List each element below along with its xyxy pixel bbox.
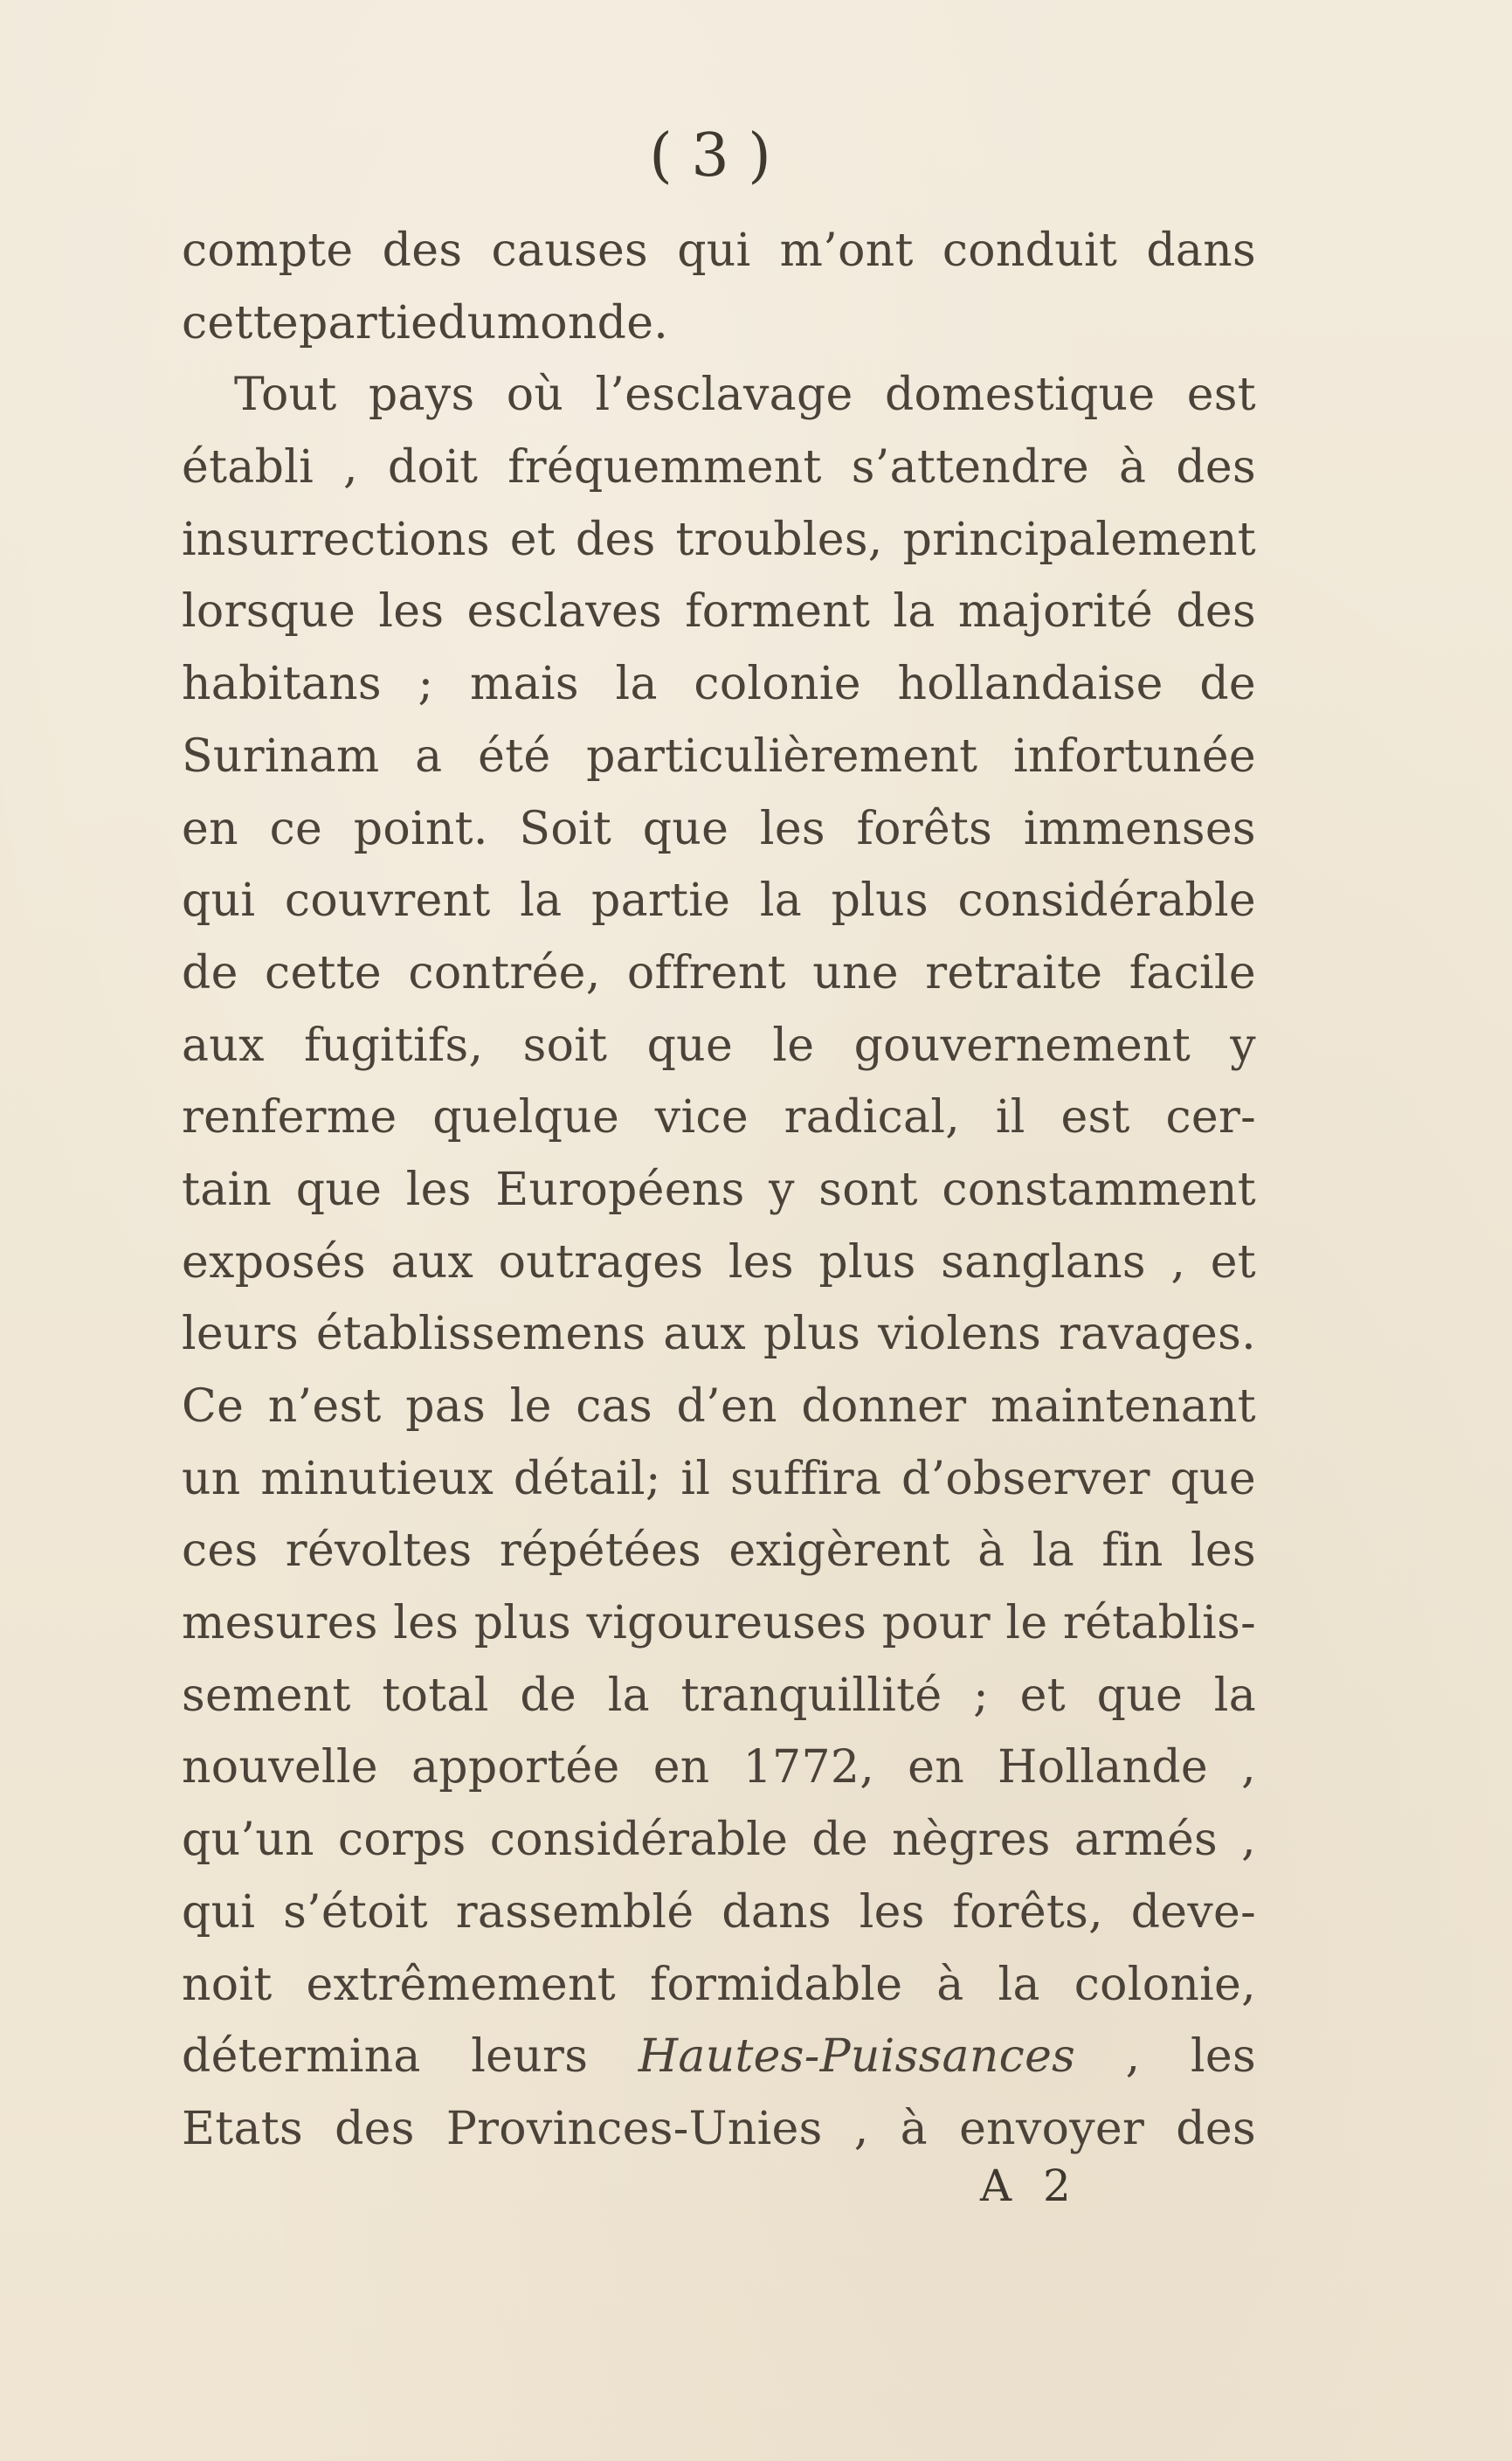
text-word: retraite: [925, 946, 1103, 999]
text-word: rétablis-: [1062, 1597, 1256, 1650]
text-word: un: [182, 1452, 241, 1505]
text-word: Surinam: [182, 729, 380, 783]
text-word: est: [1186, 369, 1256, 422]
text-word: pays: [368, 369, 475, 422]
text-word: et: [1019, 1669, 1066, 1722]
text-word: particulièrement: [586, 729, 978, 783]
text-word: armés: [1074, 1814, 1219, 1867]
text-word: apportée: [411, 1741, 620, 1794]
text-word: conduit: [942, 225, 1118, 277]
text-word: considérable: [957, 874, 1256, 928]
text-word: les: [393, 1597, 459, 1650]
text-word: de: [1199, 658, 1256, 711]
text-word: et: [509, 513, 556, 566]
text-word: gouvernement: [853, 1019, 1191, 1072]
text-word: violens: [878, 1308, 1042, 1361]
text-word: nouvelle: [182, 1741, 378, 1794]
text-word: une: [812, 946, 899, 999]
text-word: vigoureuses: [586, 1597, 867, 1650]
text-word: à: [900, 2102, 928, 2155]
text-word: envoyer: [959, 2102, 1145, 2155]
text-line: [182, 1082, 1256, 1154]
text-word: noit: [182, 1958, 273, 2011]
text-word: hollandaise: [897, 658, 1163, 711]
text-word: des: [382, 225, 463, 277]
text-word: outrages: [498, 1235, 704, 1289]
text-line: [182, 1587, 1256, 1660]
text-line: [182, 215, 1256, 287]
text-line: [182, 865, 1256, 937]
text-word: la: [1032, 1524, 1075, 1578]
text-word: de: [520, 1669, 577, 1722]
text-word: couvrent: [284, 874, 491, 928]
text-line: [182, 2093, 1256, 2166]
signature-mark: A 2: [980, 2160, 1080, 2211]
text-word: fin: [1101, 1524, 1163, 1578]
text-word: établissemens: [315, 1308, 646, 1361]
text-word: fugitifs,: [303, 1019, 484, 1072]
text-line: [182, 2021, 1256, 2093]
text-word: pour: [881, 1597, 991, 1650]
text-line: [182, 1298, 1256, 1371]
text-word: Etats: [182, 2102, 303, 2155]
text-word: leurs: [182, 1308, 299, 1361]
text-word: mais: [470, 658, 579, 711]
text-word: ,: [343, 441, 358, 494]
text-line: [182, 1660, 1256, 1732]
text-word: ,: [1241, 1814, 1256, 1867]
text-word: plus: [818, 1235, 916, 1289]
text-word: le: [509, 1380, 552, 1433]
text-word: à: [977, 1524, 1005, 1578]
text-word: que: [1170, 1452, 1256, 1505]
text-word: vice: [654, 1091, 749, 1144]
text-word: donner: [801, 1380, 967, 1433]
text-line: [182, 793, 1256, 866]
text-word: des: [1176, 585, 1256, 639]
text-word: le: [772, 1019, 815, 1072]
text-word: y: [1230, 1019, 1256, 1072]
text-word: les: [728, 1235, 794, 1289]
text-word: les: [759, 802, 825, 855]
text-word: a: [415, 729, 443, 783]
text-word: ravages.: [1059, 1308, 1256, 1361]
text-word: ,: [1170, 1235, 1186, 1289]
text-line: [182, 1877, 1256, 1949]
text-word: exposés: [182, 1235, 366, 1289]
text-word: s’attendre: [851, 441, 1089, 494]
text-word: nègres: [892, 1814, 1051, 1867]
text-word: causes: [491, 225, 649, 277]
text-word: des: [575, 513, 656, 566]
text-word: forêts: [856, 802, 993, 855]
text-word: plus: [763, 1308, 861, 1361]
text-word: pas: [405, 1380, 487, 1433]
text-word: dans: [721, 1885, 832, 1939]
text-line: [182, 1010, 1256, 1082]
text-word: sanglans: [941, 1235, 1146, 1289]
text-word: cette: [265, 946, 383, 999]
text-word: la: [520, 874, 563, 928]
text-line: [182, 1371, 1256, 1443]
text-word: la: [759, 874, 803, 928]
text-word: qui: [182, 874, 256, 928]
text-word: mesures: [182, 1597, 378, 1650]
text-word: est: [1060, 1091, 1130, 1144]
text-word: du: [438, 296, 497, 349]
text-word: détail;: [513, 1452, 661, 1505]
text-word: deve-: [1130, 1885, 1256, 1939]
text-word: monde.: [496, 296, 669, 349]
text-word: minutieux: [260, 1452, 494, 1505]
text-line: [182, 937, 1256, 1010]
text-word: s’étoit: [283, 1885, 428, 1939]
text-word: aux: [663, 1308, 746, 1361]
text-word: habitans: [182, 658, 382, 711]
text-word: esclaves: [466, 585, 662, 639]
text-word: les: [1190, 1524, 1256, 1578]
text-word: constamment: [942, 1163, 1256, 1216]
text-word: Ce: [182, 1380, 245, 1433]
text-word: à: [1119, 441, 1147, 494]
text-word: révoltes: [285, 1524, 473, 1578]
text-word: ce: [269, 802, 323, 855]
text-word: offrent: [626, 946, 786, 999]
text-word: la: [607, 1669, 650, 1722]
text-word: les: [405, 1163, 472, 1216]
text-word: cer-: [1165, 1091, 1256, 1144]
text-word: d’observer: [901, 1452, 1150, 1505]
text-word: partie: [591, 874, 731, 928]
text-word: plus: [473, 1597, 572, 1650]
text-word: troubles,: [675, 513, 883, 566]
text-word: point.: [353, 802, 488, 855]
text-word: majorité: [957, 585, 1154, 639]
text-word: des: [1176, 441, 1256, 494]
text-word: radical,: [784, 1091, 961, 1144]
text-word: la: [893, 585, 936, 639]
text-word: Hautes-Puissances: [638, 2030, 1076, 2084]
text-word: la: [1213, 1669, 1256, 1722]
text-word: tranquillité: [680, 1669, 942, 1722]
text-word: lorsque: [182, 585, 356, 639]
text-word: cas: [576, 1380, 652, 1433]
text-word: ces: [182, 1524, 259, 1578]
text-word: 1772,: [742, 1741, 875, 1794]
text-word: doit: [387, 441, 479, 494]
text-word: Provinces-Unies: [445, 2102, 823, 2155]
text-line: [182, 359, 1256, 432]
text-word: principalement: [902, 513, 1256, 566]
text-word: y: [769, 1163, 795, 1216]
text-line: [182, 1949, 1256, 2022]
text-word: corps: [337, 1814, 466, 1867]
text-line: [182, 721, 1256, 793]
text-line: [182, 1732, 1256, 1804]
text-word: il: [680, 1452, 711, 1505]
text-line: [182, 1227, 1256, 1299]
text-word: rassemblé: [455, 1885, 694, 1939]
text-word: il: [995, 1091, 1025, 1144]
text-word: exigèrent: [728, 1524, 950, 1578]
text-word: domestique: [884, 369, 1156, 422]
text-word: dans: [1146, 225, 1256, 277]
text-word: m’ont: [779, 225, 914, 277]
text-word: qui: [677, 225, 751, 277]
text-word: partie: [298, 296, 438, 349]
text-word: considérable: [489, 1814, 789, 1867]
text-word: soit: [522, 1019, 608, 1072]
text-word: leurs: [471, 2030, 589, 2084]
text-word: les: [1191, 2030, 1256, 2084]
text-word: les: [378, 585, 445, 639]
text-word: en: [182, 802, 238, 855]
text-word: de: [182, 946, 238, 999]
text-word: établi: [182, 441, 314, 494]
text-word: et: [1210, 1235, 1256, 1289]
text-line: [182, 576, 1256, 648]
text-word: la: [615, 658, 658, 711]
text-line: [182, 287, 1256, 360]
text-word: que: [1096, 1669, 1184, 1722]
text-word: Hollande: [998, 1741, 1209, 1794]
text-word: formidable: [649, 1958, 903, 2011]
text-word: infortunée: [1013, 729, 1256, 783]
text-word: des: [1176, 2102, 1256, 2155]
text-word: forment: [685, 585, 871, 639]
text-word: tain: [182, 1163, 273, 1216]
text-word: aux: [182, 1019, 265, 1072]
text-word: d’en: [676, 1380, 777, 1433]
text-word: maintenant: [991, 1380, 1256, 1433]
text-word: ,: [1125, 2030, 1141, 2084]
text-word: quelque: [432, 1091, 620, 1144]
text-word: que: [295, 1163, 383, 1216]
text-word: des: [335, 2102, 415, 2155]
text-word: Soit: [519, 802, 612, 855]
text-word: Tout: [234, 369, 337, 422]
text-word: ,: [1241, 1741, 1256, 1794]
text-word: les: [859, 1885, 925, 1939]
text-word: fréquemment: [507, 441, 822, 494]
text-word: n’est: [267, 1380, 382, 1433]
text-word: cette: [182, 296, 299, 349]
text-word: en: [652, 1741, 710, 1794]
text-word: aux: [390, 1235, 474, 1289]
text-word: été: [478, 729, 551, 783]
text-word: facile: [1129, 946, 1256, 999]
text-word: le: [1005, 1597, 1048, 1650]
text-word: répétées: [499, 1524, 702, 1578]
text-word: que: [642, 802, 729, 855]
text-word: suffira: [730, 1452, 882, 1505]
text-word: détermina: [182, 2030, 421, 2084]
text-word: à: [936, 1958, 964, 2011]
text-word: colonie,: [1074, 1958, 1256, 2011]
text-word: sement: [182, 1669, 351, 1722]
text-word: ;: [973, 1669, 989, 1722]
text-line: [182, 1515, 1256, 1587]
text-word: que: [646, 1019, 734, 1072]
text-word: extrêmement: [306, 1958, 616, 2011]
body-text: [182, 215, 1256, 2166]
text-word: forêts,: [952, 1885, 1103, 1939]
page-number: ( 3 ): [649, 121, 771, 190]
text-word: où: [506, 369, 564, 422]
text-word: plus: [831, 874, 929, 928]
text-line: [182, 504, 1256, 577]
text-word: immenses: [1023, 802, 1256, 855]
text-line: [182, 1804, 1256, 1877]
text-line: [182, 1443, 1256, 1516]
text-word: la: [998, 1958, 1040, 2011]
text-word: total: [382, 1669, 489, 1722]
text-word: renferme: [182, 1091, 397, 1144]
text-word: colonie: [694, 658, 861, 711]
text-word: ;: [418, 658, 434, 711]
text-word: qui: [182, 1885, 256, 1939]
text-word: insurrections: [182, 513, 490, 566]
text-word: l’esclavage: [595, 369, 853, 422]
text-word: contrée,: [408, 946, 601, 999]
text-line: [182, 432, 1256, 504]
text-word: de: [811, 1814, 869, 1867]
text-line: [182, 1154, 1256, 1227]
text-word: compte: [182, 225, 354, 277]
text-word: qu’un: [182, 1814, 314, 1867]
text-word: Européens: [495, 1163, 745, 1216]
text-word: sont: [818, 1163, 918, 1216]
text-word: en: [908, 1741, 965, 1794]
text-word: ,: [853, 2102, 869, 2155]
text-line: [182, 648, 1256, 721]
